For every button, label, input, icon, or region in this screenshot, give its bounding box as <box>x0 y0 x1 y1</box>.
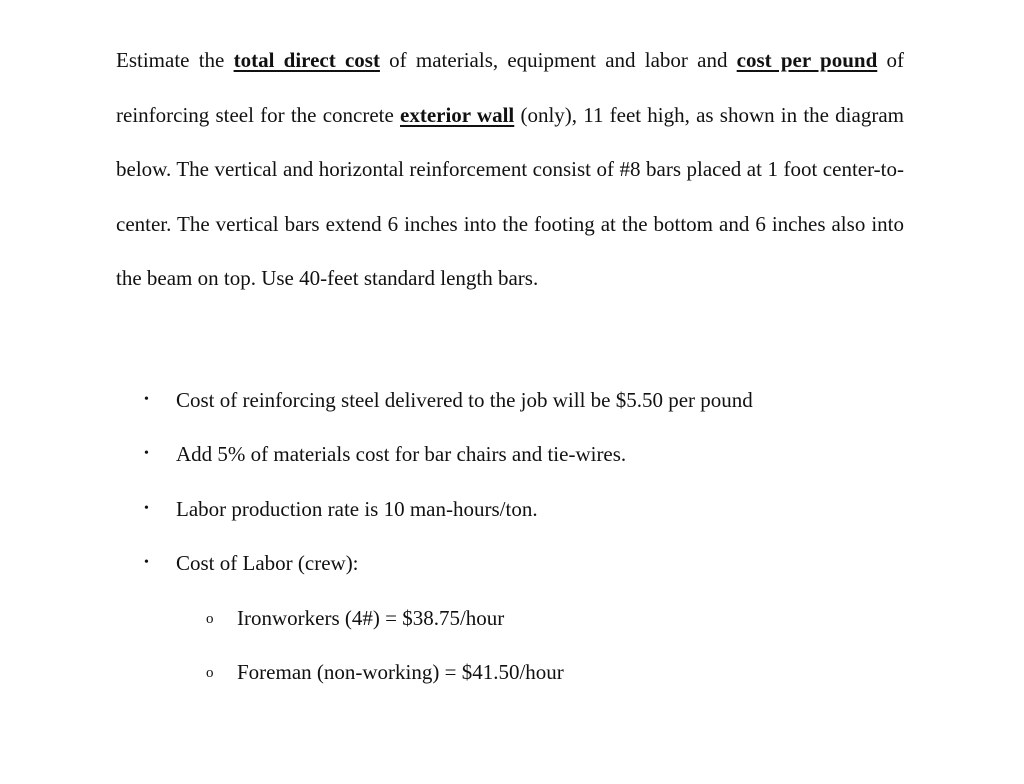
problem-text-1: Estimate the <box>116 48 234 72</box>
problem-text-3: of reinforcing steel for the concrete <box>116 48 904 127</box>
cost-per-pound-emphasis: cost per pound <box>736 48 878 72</box>
total-direct-cost-emphasis: total direct cost <box>233 48 380 72</box>
bar-chairs-item: Add 5% of materials cost for bar chairs and tie-wires. <box>176 442 627 467</box>
bullet-icon: • <box>144 392 149 407</box>
foreman-rate: Foreman (non-working) = $41.50/hour <box>237 659 564 684</box>
problem-text-2: of materials, equipment and labor and <box>379 48 737 72</box>
problem-text-4: (only), 11 feet high, as shown in the diagram below. The vertical and horizontal reinforcement consist of #8 bars placed at 1 foot center-to-center. The vertical bars extend 6 inches into the footing at the bottom and 6 inches also into the beam on top. Use 40-feet standard length bars. <box>116 102 904 290</box>
labor-cost-item: Cost of Labor (crew): <box>176 551 359 576</box>
bullet-icon: • <box>144 500 149 516</box>
bullet-icon: • <box>144 446 149 462</box>
ironworkers-rate: Ironworkers (4#) = $38.75/hour <box>237 605 505 630</box>
exterior-wall-emphasis: exterior wall <box>400 102 515 127</box>
circle-bullet-icon: o <box>206 610 214 627</box>
steel-cost-item: Cost of reinforcing steel delivered to the job will be $5.50 per pound <box>176 388 753 412</box>
labor-rate-item: Labor production rate is 10 man-hours/ton. <box>176 496 538 521</box>
circle-bullet-icon: o <box>206 664 214 681</box>
problem-statement <box>116 33 904 306</box>
bullet-icon: • <box>144 555 149 571</box>
